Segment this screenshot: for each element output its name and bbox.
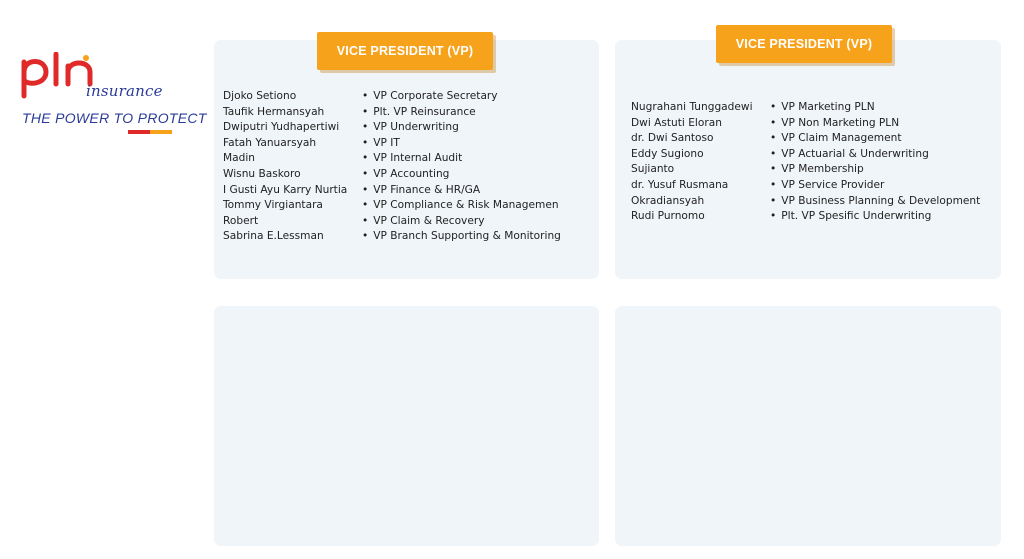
bullet-icon: •: [362, 183, 369, 196]
vp-role: [770, 194, 980, 210]
vp-role-label: VP Compliance & Risk Managemen: [373, 199, 559, 212]
vp-name: dr. Dwi Santoso: [631, 132, 714, 145]
vp-role: [362, 151, 561, 167]
vp-name: I Gusti Ayu Karry Nurtia: [223, 183, 348, 196]
bullet-icon: •: [770, 147, 777, 160]
vp-name: Eddy Sugiono: [631, 147, 704, 160]
vp-role: [770, 178, 980, 194]
bullet-icon: •: [770, 194, 777, 207]
vp-role-label: VP Membership: [781, 163, 864, 176]
vp-name: dr. Yusuf Rusmana: [631, 178, 729, 191]
bullet-icon: •: [770, 178, 777, 191]
vp-header-tab-1: VICE PRESIDENT (VP): [317, 32, 493, 70]
vp-name: Rudi Purnomo: [631, 210, 705, 223]
vp-names-list-1: [223, 89, 347, 245]
bullet-icon: •: [362, 105, 369, 118]
vp-names-list-2: [631, 100, 753, 225]
vp-role-label: Plt. VP Spesific Underwriting: [781, 210, 932, 223]
bullet-icon: •: [362, 121, 369, 134]
vp-name: Dwi Astuti Eloran: [631, 116, 722, 129]
vp-role-label: VP Service Provider: [781, 178, 885, 191]
vp-name: Robert: [223, 214, 259, 227]
vp-name: Madin: [223, 152, 256, 165]
vp-role-label: VP Branch Supporting & Monitoring: [373, 230, 561, 243]
bullet-icon: •: [770, 132, 777, 145]
vp-role: [362, 229, 561, 245]
bullet-icon: •: [362, 230, 369, 243]
logo-tagline: THE POWER TO PROTECT: [22, 110, 207, 126]
vp-role: [362, 136, 561, 152]
vp-role-label: VP Accounting: [373, 167, 450, 180]
tagline-underline-orange: [150, 130, 172, 134]
bullet-icon: •: [770, 101, 777, 113]
bullet-icon: •: [770, 163, 777, 176]
vp-role: [362, 167, 561, 183]
vp-role-label: Plt. VP Reinsurance: [373, 105, 476, 118]
bullet-icon: •: [770, 210, 777, 223]
bullet-icon: •: [362, 199, 369, 212]
bullet-icon: •: [362, 136, 369, 149]
pln-insurance-logo: [20, 52, 207, 142]
vp-role: [770, 209, 980, 225]
vp-role: [770, 147, 980, 163]
vp-role-label: VP Claim & Recovery: [373, 214, 485, 227]
vp-name: Taufik Hermansyah: [223, 105, 325, 118]
vp-name: Sujianto: [631, 163, 675, 176]
vp-role-label: VP Corporate Secretary: [373, 90, 498, 102]
vp-name: Djoko Setiono: [223, 90, 297, 102]
vp-header-tab-2: VICE PRESIDENT (VP): [716, 25, 892, 63]
vp-role: [362, 214, 561, 230]
bullet-icon: •: [362, 167, 369, 180]
vp-roles-list-1: [362, 89, 561, 245]
bullet-icon: •: [362, 90, 369, 102]
vp-role: [770, 116, 980, 132]
vp-name: Okradiansyah: [631, 194, 705, 207]
vp-roles-list-2: [770, 100, 980, 225]
bullet-icon: •: [362, 214, 369, 227]
logo-wordmark: insurance: [86, 82, 163, 100]
vp-name: Sabrina E.Lessman: [223, 230, 324, 243]
bullet-icon: •: [362, 152, 369, 165]
vp-role-label: VP Finance & HR/GA: [373, 183, 481, 196]
vp-role: [362, 183, 561, 199]
vp-role: [770, 131, 980, 147]
vp-name: Dwiputri Yudhapertiwi: [223, 121, 340, 134]
vp-role-label: VP Non Marketing PLN: [781, 116, 900, 129]
vp-role-label: VP Marketing PLN: [781, 101, 875, 113]
vp-name: Fatah Yanuarsyah: [223, 136, 317, 149]
empty-panel-3: [214, 306, 599, 546]
vp-role: [770, 100, 980, 116]
vp-name: Wisnu Baskoro: [223, 167, 301, 180]
tagline-underline-red: [128, 130, 150, 134]
vp-role: [362, 105, 561, 121]
vp-role-label: VP IT: [373, 136, 400, 149]
vp-role: [362, 120, 561, 136]
vp-role-label: VP Actuarial & Underwriting: [781, 147, 929, 160]
vp-role-label: VP Underwriting: [373, 121, 459, 134]
vp-role: [362, 198, 561, 214]
vp-name: Nugrahani Tunggadewi: [631, 101, 753, 113]
vp-role-label: VP Internal Audit: [373, 152, 463, 165]
vp-role: [362, 89, 561, 105]
vp-role-label: VP Claim Management: [781, 132, 902, 145]
empty-panel-4: [615, 306, 1001, 546]
vp-role: [770, 162, 980, 178]
vp-role-label: VP Business Planning & Development: [781, 194, 981, 207]
vp-name: Tommy Virgiantara: [223, 199, 323, 212]
bullet-icon: •: [770, 116, 777, 129]
